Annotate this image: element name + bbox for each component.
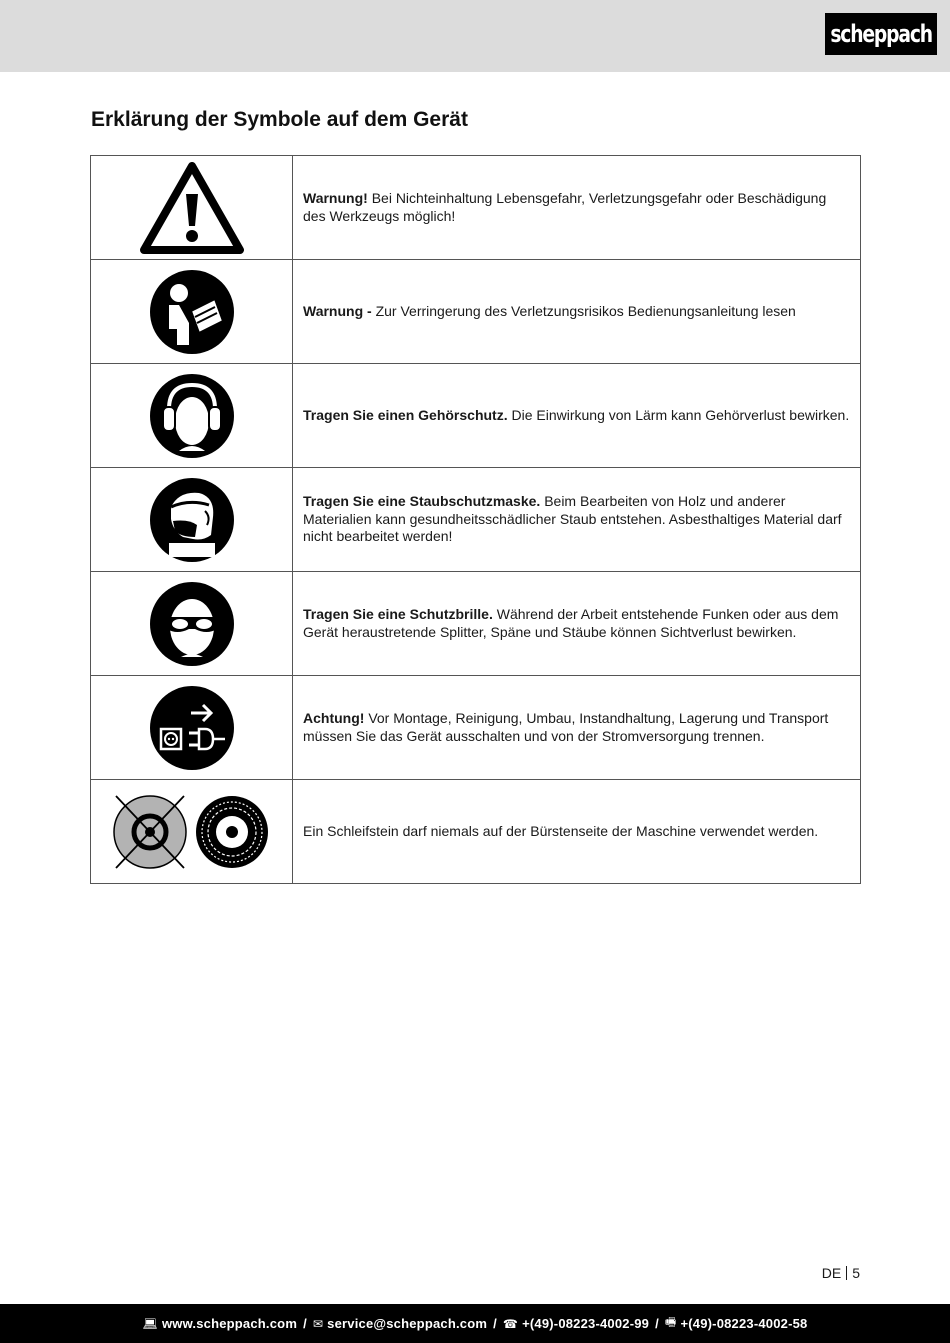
fax-icon: 🖷︎	[664, 1315, 677, 1329]
page-number-value: 5	[852, 1265, 860, 1281]
footer-phone: +(49)-08223-4002-99	[522, 1316, 650, 1331]
table-row	[91, 572, 861, 676]
footer-separator: /	[493, 1316, 497, 1331]
safety-goggles-icon	[149, 581, 235, 667]
footer	[0, 1304, 950, 1343]
symbol-table	[90, 155, 861, 884]
brand-logo: scheppach	[825, 13, 937, 55]
description-bold: Warnung!	[303, 190, 368, 206]
symbol-cell	[91, 468, 293, 572]
table-row	[91, 468, 861, 572]
symbol-cell	[91, 260, 293, 364]
footer-separator: /	[303, 1316, 307, 1331]
table-row	[91, 156, 861, 260]
description-text: Bei Nichteinhaltung Lebensgefahr, Verletzungsgefahr oder Beschädigung des Werkzeugs möglich!	[303, 190, 827, 224]
page-language: DE	[821, 1265, 842, 1281]
symbol-cell	[91, 156, 293, 260]
page-title: Erklärung der Symbole auf dem Gerät	[91, 108, 468, 131]
description-cell	[293, 364, 861, 468]
description-bold: Tragen Sie eine Staubschutzmaske.	[303, 493, 541, 510]
description-cell	[293, 780, 861, 884]
description-cell	[293, 260, 861, 364]
page-number-separator	[846, 1266, 847, 1280]
footer-fax: +(49)-08223-4002-58	[680, 1316, 808, 1331]
description-text: Zur Verringerung des Verletzungsrisikos Bedienungsanleitung lesen	[371, 302, 796, 319]
description-text: Die Einwirkung von Lärm kann Gehörverlust bewirken.	[507, 406, 850, 423]
description-bold: Warnung -	[303, 302, 372, 319]
table-row	[91, 364, 861, 468]
table-row	[91, 676, 861, 780]
description-bold: Achtung!	[303, 710, 365, 726]
table-row	[91, 260, 861, 364]
description-bold: Tragen Sie eine Schutzbrille.	[303, 606, 493, 622]
footer-email-link[interactable]: service@scheppach.com	[327, 1316, 488, 1331]
symbol-cell	[91, 364, 293, 468]
mail-icon: ✉︎	[312, 1316, 324, 1331]
footer-website-link[interactable]: www.scheppach.com	[161, 1316, 298, 1331]
description-bold: Tragen Sie einen Gehörschutz.	[303, 406, 508, 423]
unplug-icon	[149, 685, 235, 771]
symbol-cell	[91, 676, 293, 780]
symbol-cell	[91, 572, 293, 676]
page-number	[822, 1265, 860, 1281]
dust-mask-icon	[149, 477, 235, 563]
description-cell	[293, 156, 861, 260]
description-text: Während der Arbeit entstehende Funken oder aus dem Gerät heraustretende Splitter, Späne und Stäube können Sichtverlust bewirken.	[303, 606, 839, 640]
description-cell	[293, 468, 861, 572]
laptop-icon: 💻︎	[142, 1316, 158, 1331]
description-cell	[293, 676, 861, 780]
phone-icon: ☎︎	[502, 1316, 519, 1331]
read-manual-icon	[149, 269, 235, 355]
description-text: Beim Bearbeiten von Holz und anderer Materialien kann gesundheitsschädlicher Staub entstehen. Asbesthaltiges Material darf nicht bearbeitet werden!	[303, 493, 842, 545]
hearing-protection-icon	[149, 373, 235, 459]
grinding-wheel-brush-icon	[112, 792, 272, 872]
description-text: Ein Schleifstein darf niemals auf der Bürstenseite der Maschine verwendet werden.	[303, 822, 819, 839]
symbol-cell	[91, 780, 293, 884]
footer-separator: /	[655, 1316, 659, 1331]
description-cell	[293, 572, 861, 676]
table-row	[91, 780, 861, 884]
header-band	[0, 0, 950, 72]
description-text: Vor Montage, Reinigung, Umbau, Instandhaltung, Lagerung und Transport müssen Sie das Gerät ausschalten und von der Stromversorgung trennen.	[303, 710, 829, 744]
warning-triangle-icon	[140, 162, 244, 254]
